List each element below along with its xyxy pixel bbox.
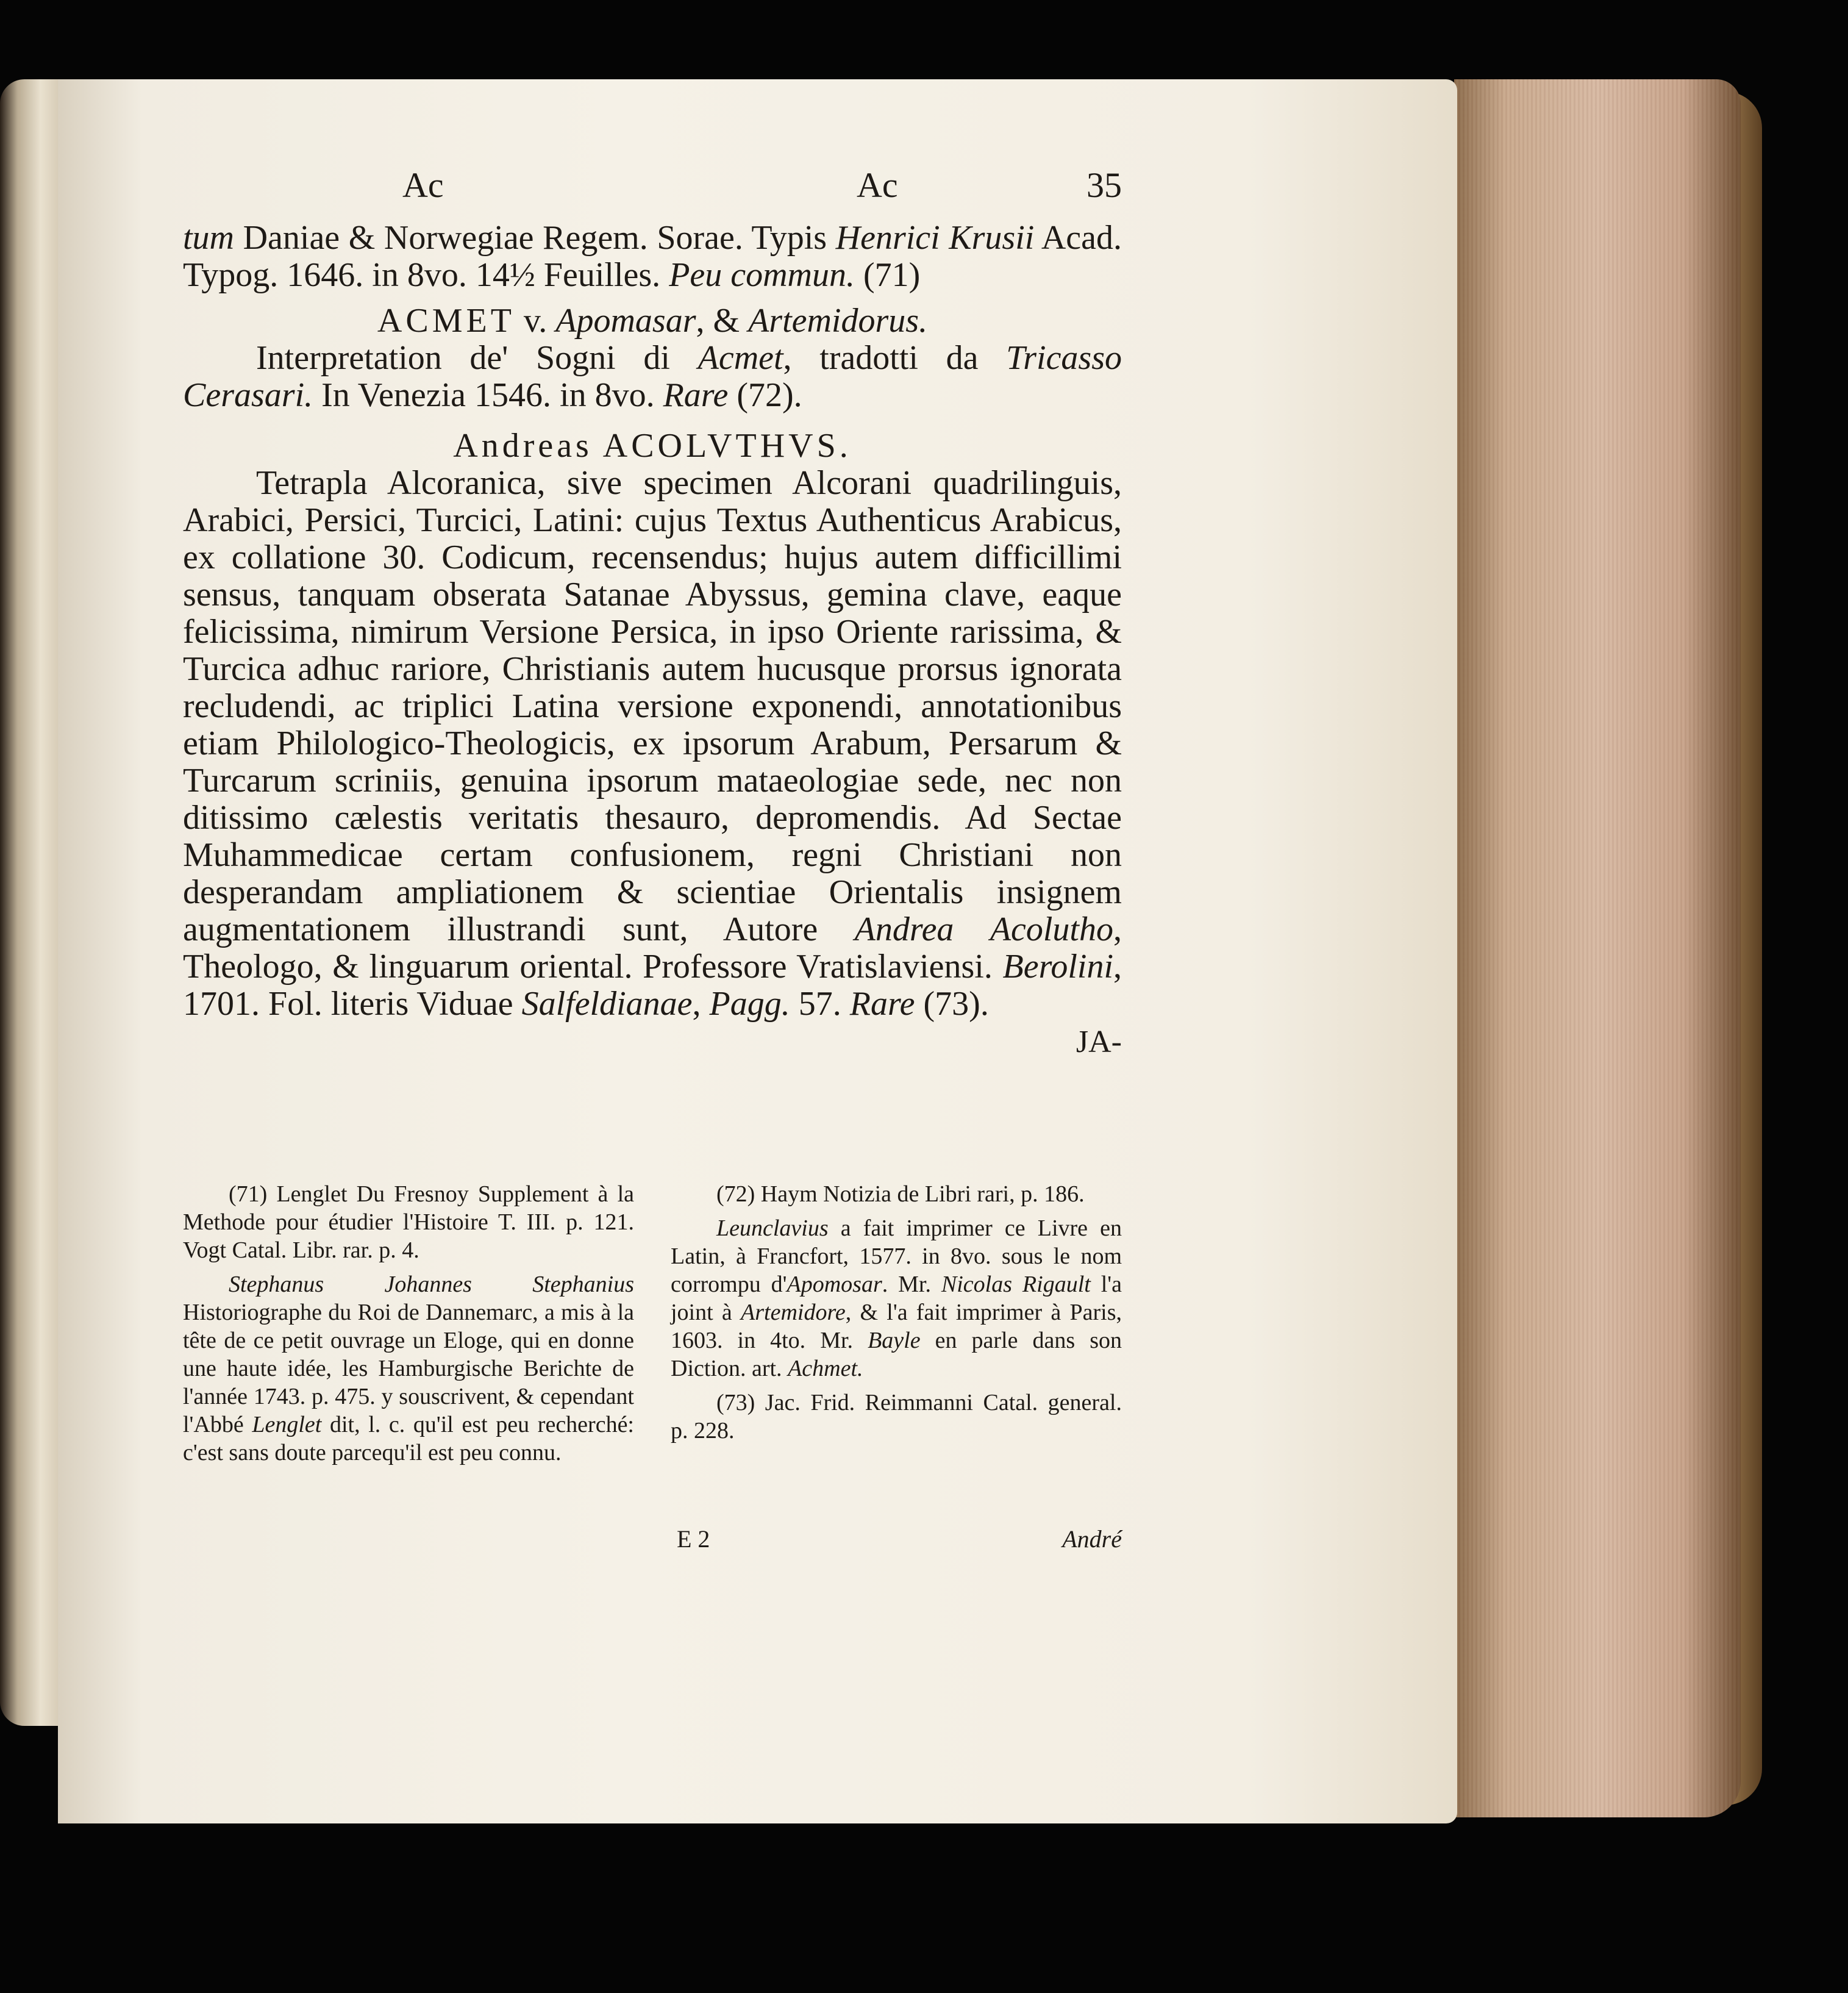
text-italic: Berolini [1002,948,1113,986]
text: In Venezia 1546. in 8vo. [313,376,663,414]
entry-heading-acmet [183,302,1122,340]
text: , 1701. Fol. literis Viduae [183,948,1122,1023]
text-italic: Apomasar [555,302,696,340]
entry-heading-acoluthus: Andreas ACOLVTHVS. [453,427,852,465]
catchword: JA- [1076,1025,1122,1059]
page-number: 35 [1086,165,1122,205]
text-italic: Nicolas Rigault [941,1272,1091,1297]
page-fore-edge [1454,79,1741,1817]
text-italic: Bayle [868,1328,921,1353]
main-body [183,220,1122,1023]
text-italic: Tricasso Cerasari. [183,339,1122,414]
text: l'a joint à [671,1272,1122,1325]
text: , tradotti da [783,339,1007,377]
facing-page-edge [0,79,58,1726]
entry-acoluthus [183,465,1122,1023]
footnote-ref-72: (72). [728,376,802,414]
text-italic: Rare [849,985,915,1023]
text: Tetrapla Alcoranica, sive specimen Alcorani quadrilinguis, Arabici, Persici, Turcici, Latini: cujus Textus Authenticus Arabicus, ex collatione 30. Codicum, recensendus; hujus autem difficillimi sensus, tanquam obserata Satanae Abyssus, gemina clave, eaque felicissima, nimirum Versione Persica, in ipso Oriente rarissima, & Turcica adhuc rariore, Christianis autem hucusque prorsus ignorata recludendi, ac triplici Latina versione exponendi, annotationibus etiam Philologico-Theologicis, ex ipsorum Arabum, Persarum & Turcarum scriniis, genuina ipsorum mataeologiae sede, nec non ditissimo cælestis veritatis thesauro, depromendis. Ad Sectae Muhammedicae certam confusionem, regni Christiani non desperandam ampliationem & scientiae Orientalis insignem augmentationem illustrandi sunt, Autore [183,464,1122,948]
text: , Theologo, & linguarum oriental. Professore Vratislaviensi. [183,911,1122,986]
text-italic: Acmet [697,339,783,377]
text-italic: Lenglet [252,1412,322,1437]
footnote-71-comment [183,1270,634,1467]
page-footer [677,1525,1122,1553]
text: en parle dans son Diction. art. [671,1328,1122,1381]
text: Acad. Typog. 1646. in 8vo. 14½ Feuilles. [183,219,1122,294]
text: a fait imprimer ce Livre en Latin, à Francfort, 1577. in 8vo. sous le nom corrompu d' [671,1215,1122,1297]
footnote-column-right [671,1180,1122,1473]
footnote-column-left [183,1180,634,1473]
text: . Mr. [882,1272,941,1297]
text-italic: Andrea Acolutho [854,911,1113,948]
text-italic: Peu commun. [669,256,855,294]
text-italic: Rare [663,376,729,414]
text-italic: Artemidore [741,1300,846,1325]
text: 57. [790,985,850,1023]
text-italic: Achmet. [788,1356,863,1381]
text: dit, l. c. qu'il est peu recherché: c'est sans doute parcequ'il est peu connu. [183,1412,634,1465]
text-italic: Salfeldianae [521,985,693,1023]
footnote-ref-71: (71) [855,256,921,294]
footnote-72-comment [671,1214,1122,1383]
running-head-center: Ac [857,165,898,205]
text-italic: Stephanus Johannes Stephanius [229,1272,634,1297]
text: Historiographe du Roi de Dannemarc, a mis à la tête de ce petit ouvrage un Eloge, qui en donne une haute idée, les Hamburgische Berichte de l'année 1743. p. 475. y souscrivent, & cependant l'Abbé [183,1300,634,1437]
text: , [692,985,710,1023]
entry-acmet [183,340,1122,414]
text-italic: Artemidorus. [748,302,928,340]
running-head-left: Ac [402,165,444,205]
running-head [183,165,1122,220]
text-italic: tum [183,219,234,257]
footnote-71: (71) Lenglet Du Fresnoy Supplement à la Methode pour étudier l'Histoire T. III. p. 121. Vogt Catal. Libr. rar. p. 4. [183,1181,634,1263]
text: , & [696,302,749,340]
footer-catchword: André [1062,1525,1122,1553]
footnote-ref-73: (73). [915,985,989,1023]
footnote-72: (72) Haym Notizia de Libri rari, p. 186. [716,1181,1085,1207]
text: Daniae & Norwegiae Regem. Sorae. Typis [234,219,836,257]
text-italic: Pagg. [709,985,790,1023]
text-italic: Leunclavius [716,1215,829,1241]
text-italic: Henrici Krusii [835,219,1035,257]
entry-continuation [183,220,1122,294]
text: v. [515,302,556,340]
text: , & l'a fait imprimer à Paris, 1603. in 4to. Mr. [671,1300,1122,1353]
heading-name: ACMET [377,302,515,340]
footnotes [183,1180,1122,1473]
main-text-block [183,165,1122,1067]
signature-mark: E 2 [677,1525,710,1553]
footnote-73: (73) Jac. Frid. Reimmanni Catal. general. p. 228. [671,1390,1122,1444]
text: Interpretation de' Sogni di [256,339,698,377]
text-italic: Apomosar [787,1272,882,1297]
